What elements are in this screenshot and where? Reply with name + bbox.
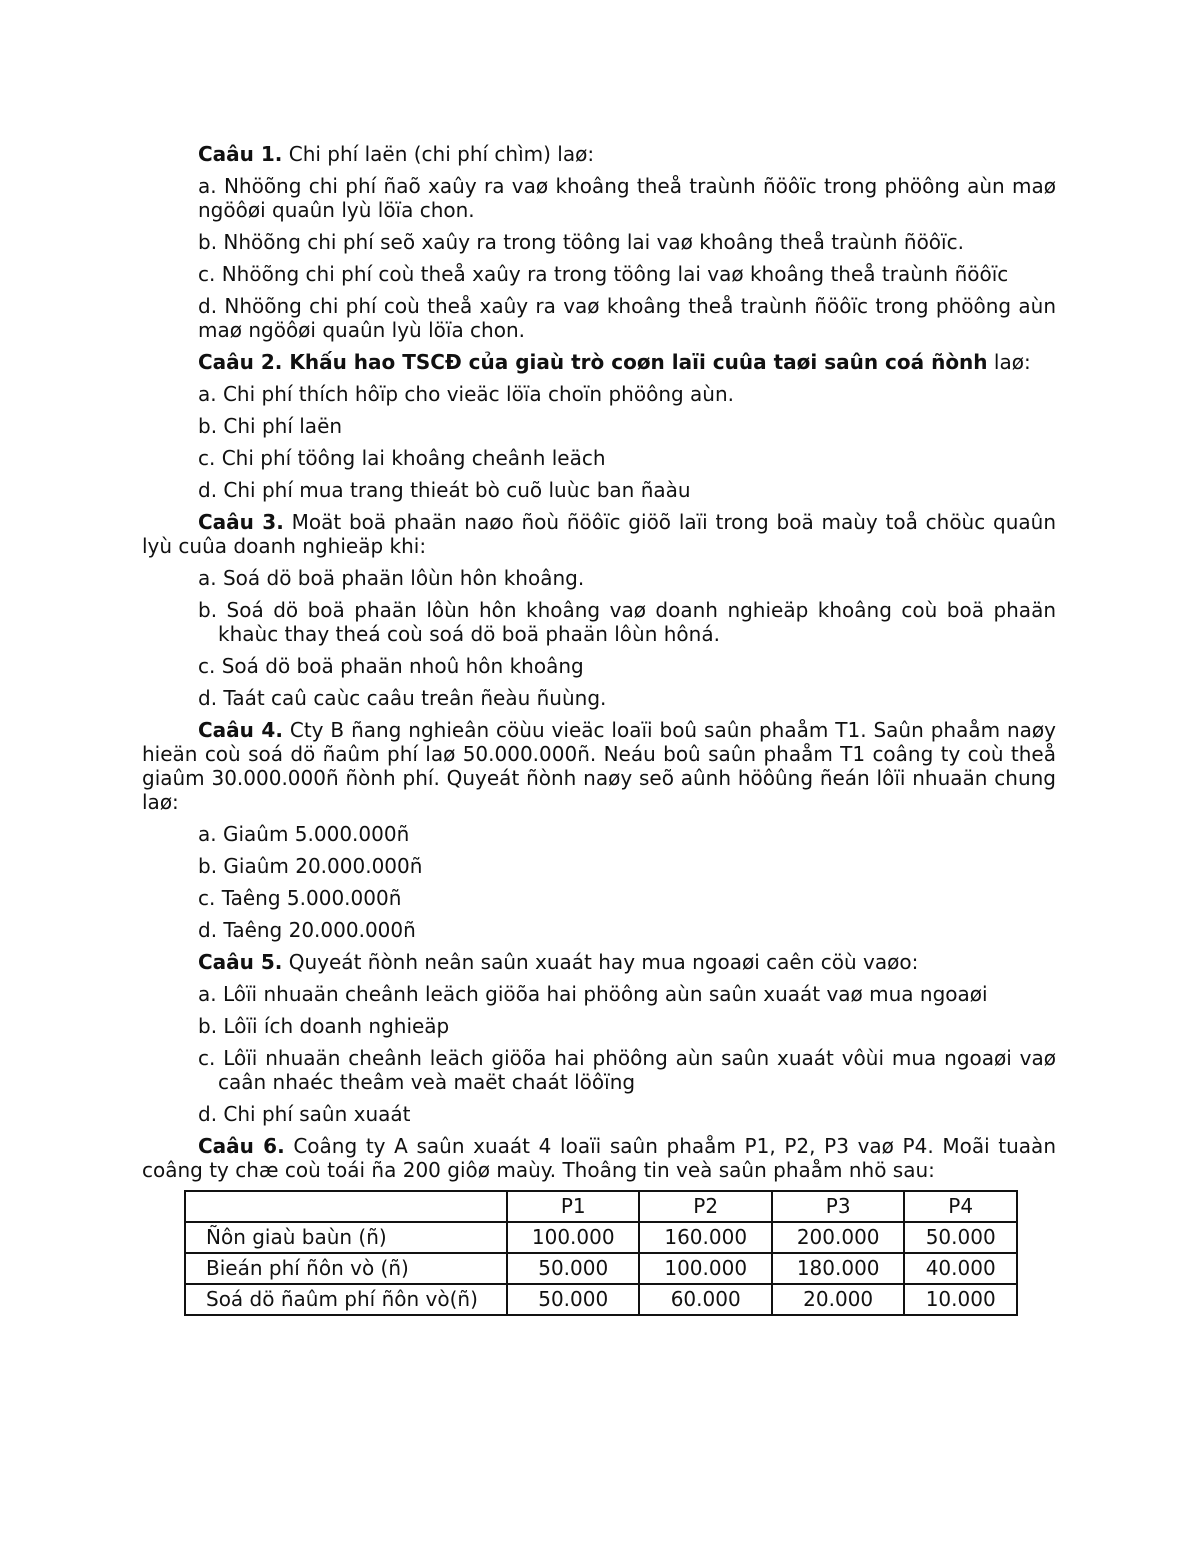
question-text: Khấu hao TSCĐ của giaù trò coøn laïi cuûa taøi saûn coá ñònh bbox=[282, 350, 988, 374]
document-body bbox=[142, 142, 1056, 1316]
question-2 bbox=[142, 350, 1056, 374]
table-header-cell: P4 bbox=[904, 1191, 1017, 1222]
option-4a: a. Giaûm 5.000.000ñ bbox=[198, 822, 410, 846]
table-header-row bbox=[185, 1191, 1017, 1222]
question-number: Caâu 6. bbox=[198, 1134, 285, 1158]
option-5b: b. Lôïi ích doanh nghieäp bbox=[198, 1014, 450, 1038]
option-4d: d. Taêng 20.000.000ñ bbox=[198, 918, 416, 942]
table-cell: Bieán phí ñôn vò (ñ) bbox=[185, 1253, 507, 1284]
option-4b: b. Giaûm 20.000.000ñ bbox=[198, 854, 423, 878]
option-5d: d. Chi phí saûn xuaát bbox=[198, 1102, 411, 1126]
table-row bbox=[185, 1222, 1017, 1253]
table-cell: 60.000 bbox=[639, 1284, 771, 1315]
question-6 bbox=[142, 1134, 1056, 1182]
option-1b: b. Nhöõng chi phí seõ xaûy ra trong töông lai vaø khoâng theå traùnh ñöôïc. bbox=[198, 230, 964, 254]
option-3b: b. Soá dö boä phaän lôùn hôn khoâng vaø doanh nghieäp khoâng coù boä phaän khaùc thay theá coù soá dö boä phaän lôùn hôná. bbox=[198, 598, 1056, 646]
table-cell: Ñôn giaù baùn (ñ) bbox=[185, 1222, 507, 1253]
table-cell: 100.000 bbox=[507, 1222, 639, 1253]
table-row bbox=[185, 1253, 1017, 1284]
option-2b: b. Chi phí laën bbox=[198, 414, 343, 438]
table-cell: 40.000 bbox=[904, 1253, 1017, 1284]
table-cell: 50.000 bbox=[904, 1222, 1017, 1253]
option-3d: d. Taát caû caùc caâu treân ñeàu ñuùng. bbox=[198, 686, 607, 710]
question-number: Caâu 4. bbox=[198, 718, 283, 742]
question-3 bbox=[142, 510, 1056, 558]
option-2a: a. Chi phí thích hôïp cho vieäc löïa choïn phöông aùn. bbox=[198, 382, 735, 406]
question-text: Quyeát ñònh neân saûn xuaát hay mua ngoaøi caên cöù vaøo: bbox=[282, 950, 919, 974]
table-cell: 50.000 bbox=[507, 1253, 639, 1284]
table-cell: 10.000 bbox=[904, 1284, 1017, 1315]
product-table bbox=[184, 1190, 1018, 1316]
question-5 bbox=[142, 950, 1056, 974]
question-number: Caâu 3. bbox=[198, 510, 284, 534]
option-2c: c. Chi phí töông lai khoâng cheânh leäch bbox=[198, 446, 606, 470]
question-4 bbox=[142, 718, 1056, 814]
option-4c: c. Taêng 5.000.000ñ bbox=[198, 886, 402, 910]
option-1a: a. Nhöõng chi phí ñaõ xaûy ra vaø khoâng theå traùnh ñöôïc trong phöông aùn maø ngöôøi quaûn lyù löïa chon. bbox=[198, 174, 1056, 222]
question-1 bbox=[142, 142, 1056, 166]
option-1c: c. Nhöõng chi phí coù theå xaûy ra trong töông lai vaø khoâng theå traùnh ñöôïc bbox=[198, 262, 1009, 286]
question-text: Chi phí laën (chi phí chìm) laø: bbox=[282, 142, 595, 166]
question-text: Cty B ñang nghieân cöùu vieäc loaïi boû saûn phaåm T1. Saûn phaåm naøy hieän coù soá dö ñaûm phí laø 50.000.000ñ. Neáu boû saûn phaåm T1 coâng ty coù theå giaûm 30.000.000ñ ñònh phí. Quyeát ñònh naøy seõ aûnh höôûng ñeán lôïi nhuaän chung laø: bbox=[142, 718, 1056, 814]
table-cell: 100.000 bbox=[639, 1253, 771, 1284]
question-text-tail: laø: bbox=[993, 350, 1031, 374]
table-cell: 20.000 bbox=[772, 1284, 904, 1315]
option-3c: c. Soá dö boä phaän nhoû hôn khoâng bbox=[198, 654, 584, 678]
table-header-cell: P2 bbox=[639, 1191, 771, 1222]
question-text: Coâng ty A saûn xuaát 4 loaïi saûn phaåm P1, P2, P3 vaø P4. Moãi tuaàn coâng ty chæ coù toái ña 200 giôø maùy. Thoâng tin veà saûn phaåm nhö sau: bbox=[142, 1134, 1056, 1182]
option-1d: d. Nhöõng chi phí coù theå xaûy ra vaø khoâng theå traùnh ñöôïc trong phöông aùn maø ngöôøi quaûn lyù löïa chon. bbox=[198, 294, 1056, 342]
question-number: Caâu 5. bbox=[198, 950, 283, 974]
table-cell: 50.000 bbox=[507, 1284, 639, 1315]
table-header-cell: P1 bbox=[507, 1191, 639, 1222]
option-3a: a. Soá dö boä phaän lôùn hôn khoâng. bbox=[198, 566, 585, 590]
table-header-cell bbox=[185, 1191, 507, 1222]
table-cell: Soá dö ñaûm phí ñôn vò(ñ) bbox=[185, 1284, 507, 1315]
question-text: Moät boä phaän naøo ñoù ñöôïc giöõ laïi trong boä maùy toå chöùc quaûn lyù cuûa doanh nghieäp khi: bbox=[142, 510, 1056, 558]
table-row bbox=[185, 1284, 1017, 1315]
table-header-cell: P3 bbox=[772, 1191, 904, 1222]
option-2d: d. Chi phí mua trang thieát bò cuõ luùc ban ñaàu bbox=[198, 478, 691, 502]
option-5a: a. Lôïi nhuaän cheânh leäch giöõa hai phöông aùn saûn xuaát vaø mua ngoaøi bbox=[198, 982, 988, 1006]
table-cell: 160.000 bbox=[639, 1222, 771, 1253]
option-5c: c. Lôïi nhuaän cheânh leäch giöõa hai phöông aùn saûn xuaát vôùi mua ngoaøi vaø caân nhaéc theâm veà maët chaát löôïng bbox=[198, 1046, 1056, 1094]
question-number: Caâu 2. bbox=[198, 350, 283, 374]
table-cell: 180.000 bbox=[772, 1253, 904, 1284]
table-cell: 200.000 bbox=[772, 1222, 904, 1253]
question-number: Caâu 1. bbox=[198, 142, 283, 166]
